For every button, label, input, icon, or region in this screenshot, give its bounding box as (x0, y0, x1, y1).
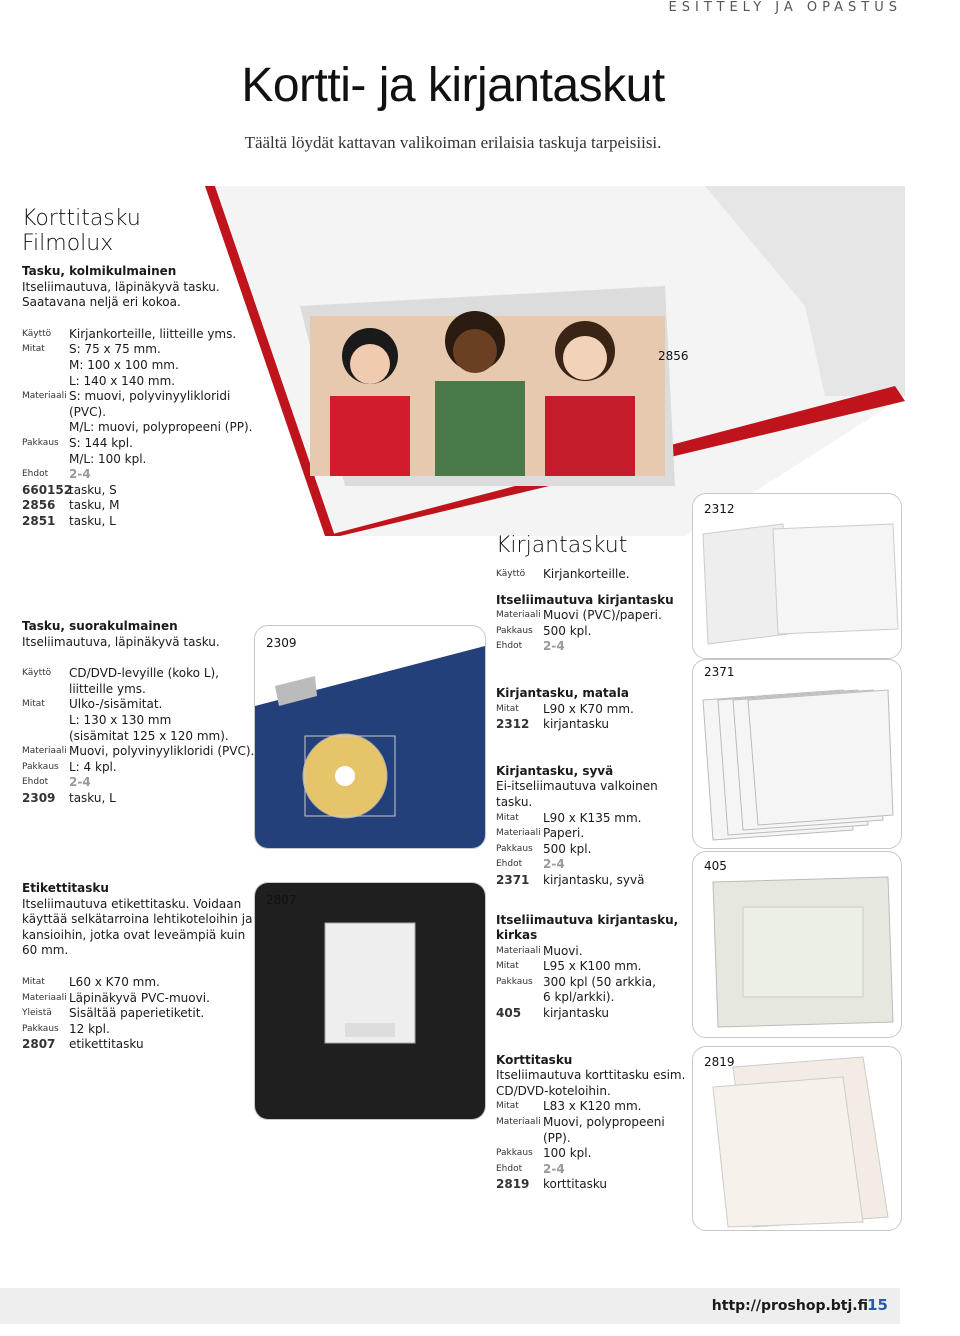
spec-key (22, 452, 69, 468)
spec-value: Muovi, polypropeeni (PP). (543, 1115, 665, 1145)
page-number: 15 (867, 1296, 888, 1314)
spec-row (22, 729, 262, 745)
spec-value: CD/DVD-levyille (koko L), (69, 666, 219, 681)
suora-head: Tasku, suorakulmainen (22, 619, 178, 633)
kt-e-head: Korttitasku (496, 1052, 573, 1067)
ehdot-key: Ehdot (496, 859, 523, 870)
spec-row (22, 1006, 254, 1022)
spec-key: Pakkaus (496, 625, 533, 636)
ehdot-value: 2-4 (543, 857, 565, 872)
spec-value: Kirjankorteille, liitteille yms. (69, 326, 237, 341)
product-code-desc: korttitasku (543, 1177, 608, 1192)
spec-key: Mitat (496, 961, 519, 972)
product-code-desc: tasku, S (69, 482, 117, 497)
spec-key (22, 729, 69, 745)
product-code: 2851 (22, 513, 56, 528)
spec-value: L: 130 x 130 mm (69, 712, 172, 727)
code-row (22, 514, 262, 530)
product-card-2807 (254, 882, 486, 1120)
spec-row (22, 991, 254, 1007)
spec-row (22, 760, 262, 776)
spec-row (496, 975, 686, 991)
spec-value: L90 x K70 mm. (543, 701, 634, 716)
product-code-desc: tasku, L (69, 513, 116, 528)
spec-value: Muovi, polyvinyylikloridi (PVC). (69, 744, 255, 759)
spec-row (22, 975, 254, 991)
product-code: 405 (496, 1006, 522, 1021)
etiketti-block (22, 881, 254, 1053)
spec-row (496, 1099, 686, 1115)
spec-value: S: muovi, polyvinyylikloridi (69, 389, 231, 404)
spec-key: Mitat (22, 976, 45, 987)
label-2819: 2819 (704, 1055, 735, 1069)
label-2807: 2807 (266, 893, 297, 907)
spec-key: Yleistä (22, 1008, 52, 1019)
spec-key: Mitat (496, 1101, 519, 1112)
spec-value: Paperi. (543, 826, 585, 841)
spec-row (22, 420, 262, 436)
product-code: 2371 (496, 872, 530, 887)
product-code-desc: etikettitasku (69, 1037, 144, 1052)
ehdot-key: Ehdot (496, 1163, 523, 1174)
spec-row (22, 1022, 254, 1038)
spec-row (496, 990, 686, 1006)
suora-block (22, 619, 262, 807)
spec-value: L83 x K120 mm. (543, 1099, 642, 1114)
spec-value: L95 x K100 mm. (543, 959, 642, 974)
korttitasku-title-line1: Korttitasku (22, 206, 141, 231)
spec-key: Materiaali (496, 828, 541, 839)
spec-row (496, 944, 686, 960)
page-title: Kortti- ja kirjantaskut (241, 59, 665, 112)
spec-key: Materiaali (22, 992, 67, 1003)
spec-key: Pakkaus (22, 761, 59, 772)
spec-row (22, 374, 262, 390)
spec-key: Pakkaus (22, 1023, 59, 1034)
spec-row (496, 959, 686, 975)
korttitasku-title-line2: Filmolux (22, 231, 114, 256)
footer-url[interactable]: http://proshop.btj.fi (711, 1298, 868, 1314)
spec-key (22, 374, 69, 390)
product-code-desc: tasku, L (69, 790, 116, 805)
spec-row (496, 811, 686, 827)
spec-row (496, 608, 686, 624)
product-card-405 (692, 851, 902, 1038)
product-card-2819 (692, 1046, 902, 1231)
product-code-desc: kirjantasku (543, 1006, 610, 1021)
spec-key: Mitat (496, 812, 519, 823)
spec-key: Mitat (22, 344, 45, 355)
spec-value: 12 kpl. (69, 1021, 110, 1036)
spec-row (22, 682, 262, 698)
book-photo (205, 186, 905, 536)
spec-key: Materiaali (22, 746, 67, 757)
spec-key: Materiaali (496, 610, 541, 621)
ehdot-value: 2-4 (69, 775, 91, 790)
product-card-2371 (692, 659, 902, 849)
ehdot-value: 2-4 (69, 467, 91, 482)
spec-value: Läpinäkyvä PVC-muovi. (69, 990, 210, 1005)
kaytto-value: Kirjankorteille. (543, 567, 630, 581)
spec-key: Käyttö (22, 328, 52, 339)
section-tag: ESITTELY JA OPASTUS (668, 0, 902, 15)
ehdot-key: Ehdot (22, 777, 49, 788)
page-subtitle: Täältä löydät kattavan valikoiman erilaisia taskuja tarpeisiisi. (244, 133, 662, 152)
spec-value: (sisämitat 125 x 120 mm). (69, 728, 229, 743)
kaytto-key: Käyttö (496, 569, 526, 579)
spec-key: Mitat (22, 699, 45, 710)
spec-value: L: 4 kpl. (69, 759, 117, 774)
label-2312: 2312 (704, 502, 735, 516)
spec-row (22, 713, 262, 729)
spec-key: Käyttö (22, 668, 52, 679)
product-code-desc: tasku, M (69, 498, 120, 513)
kt-d-head: Itseliimautuva kirjantasku, (496, 912, 679, 927)
kt-d-head: kirkas (496, 928, 538, 943)
spec-row (22, 342, 262, 358)
spec-value: 500 kpl. (543, 623, 592, 638)
kt-c-head: Kirjantasku, syvä (496, 763, 614, 778)
spec-value: Sisältää paperietiketit. (69, 1006, 205, 1021)
kt-c-desc: Ei-itseliimautuva valkoinen tasku. (496, 779, 658, 809)
spec-value: liitteille yms. (69, 681, 146, 696)
label-2856: 2856 (658, 349, 689, 363)
spec-row (22, 358, 262, 374)
label-2371: 2371 (704, 665, 735, 679)
spec-key (496, 990, 543, 1006)
spec-row (496, 702, 686, 718)
korttitasku-desc: Saatavana neljä eri kokoa. (22, 295, 181, 310)
product-card-2309 (254, 625, 486, 849)
korttitasku-desc: Itseliimautuva, läpinäkyvä tasku. (22, 279, 220, 294)
spec-row (22, 452, 262, 468)
spec-key: Materiaali (496, 945, 541, 956)
spec-value: M/L: muovi, polypropeeni (PP). (69, 420, 253, 435)
korttitasku-desc-head: Tasku, kolmikulmainen (22, 264, 177, 278)
spec-row (22, 697, 262, 713)
spec-value: Muovi (PVC)/paperi. (543, 608, 662, 623)
spec-value: L90 x K135 mm. (543, 810, 642, 825)
ehdot-key: Ehdot (496, 641, 523, 652)
spec-key: Pakkaus (496, 976, 533, 987)
kt-e-desc: CD/DVD-koteloihin. (496, 1083, 611, 1098)
spec-key (22, 405, 69, 421)
code-row (22, 1037, 254, 1053)
spec-value: L60 x K70 mm. (69, 974, 160, 989)
kt-a-head: Itseliimautuva kirjantasku (496, 592, 674, 607)
spec-key (22, 358, 69, 374)
spec-key: Pakkaus (496, 1148, 533, 1159)
product-code: 2819 (496, 1177, 530, 1192)
ehdot-value: 2-4 (543, 639, 565, 654)
etiketti-head: Etikettitasku (22, 881, 109, 895)
spec-value: Ulko-/sisämitat. (69, 697, 163, 712)
label-2309: 2309 (266, 636, 297, 650)
spec-row (496, 826, 686, 842)
code-row (22, 498, 262, 514)
spec-row (496, 842, 686, 858)
kirjantaskut-title: Kirjantaskut (496, 533, 628, 558)
ehdot-value: 2-4 (543, 1161, 565, 1176)
spec-key (22, 682, 69, 698)
spec-row (22, 436, 262, 452)
spec-value: S: 75 x 75 mm. (69, 342, 161, 357)
spec-key (22, 420, 69, 436)
product-code: 2312 (496, 717, 530, 732)
spec-value: M: 100 x 100 mm. (69, 357, 179, 372)
suora-desc: Itseliimautuva, läpinäkyvä tasku. (22, 634, 220, 649)
spec-row (22, 744, 262, 760)
spec-key: Materiaali (496, 1117, 541, 1128)
korttitasku-title (22, 206, 141, 256)
kirjantaskut-block (496, 567, 686, 1193)
spec-row (22, 389, 262, 405)
product-code-desc: kirjantasku, syvä (543, 872, 645, 887)
kt-e-desc: Itseliimautuva korttitasku esim. (496, 1068, 686, 1083)
spec-value: 6 kpl/arkki). (543, 990, 615, 1005)
ehdot-key: Ehdot (22, 469, 49, 480)
product-code: 2856 (22, 498, 56, 513)
spec-value: 100 kpl. (543, 1146, 592, 1161)
spec-value: 300 kpl (50 arkkia, (543, 974, 656, 989)
etiketti-desc: Itseliimautuva etikettitasku. Voidaan (22, 896, 242, 911)
product-code: 660152 (22, 482, 73, 497)
spec-value: (PVC). (69, 404, 107, 419)
product-code: 2807 (22, 1037, 56, 1052)
spec-key (22, 713, 69, 729)
spec-key: Materiaali (22, 391, 67, 402)
spec-value: 500 kpl. (543, 841, 592, 856)
korttitasku-block (22, 264, 262, 530)
kt-b-head: Kirjantasku, matala (496, 685, 629, 700)
label-405: 405 (704, 859, 727, 873)
spec-value: S: 144 kpl. (69, 435, 133, 450)
product-code-desc: kirjantasku (543, 717, 610, 732)
spec-row (22, 405, 262, 421)
code-row (22, 791, 262, 807)
spec-key: Pakkaus (22, 437, 59, 448)
spec-row (22, 327, 262, 343)
etiketti-desc: käyttää selkätarroina lehtikoteloihin ja (22, 912, 253, 927)
spec-row (496, 1115, 686, 1146)
spec-row (496, 1146, 686, 1162)
code-row (22, 483, 262, 499)
etiketti-desc: 60 mm. (22, 943, 69, 958)
spec-row (22, 666, 262, 682)
etiketti-desc: kansioihin, jotka ovat leveämpiä kuin (22, 927, 246, 942)
spec-value: M/L: 100 kpl. (69, 451, 147, 466)
spec-row (496, 624, 686, 640)
product-card-2312 (692, 493, 902, 659)
spec-value: Muovi. (543, 943, 583, 958)
spec-key: Pakkaus (496, 843, 533, 854)
spec-key: Mitat (496, 703, 519, 714)
product-code: 2309 (22, 790, 56, 805)
spec-value: L: 140 x 140 mm. (69, 373, 176, 388)
